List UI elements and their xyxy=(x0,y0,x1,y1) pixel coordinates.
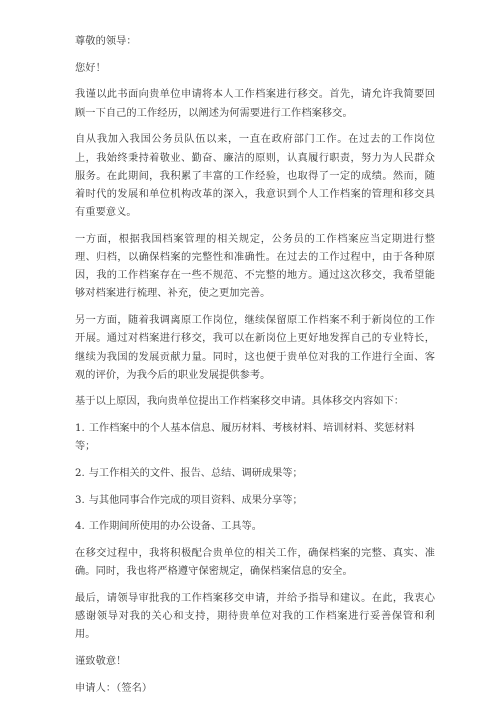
greeting: 您好！ xyxy=(75,62,106,74)
list-item-number: 4. xyxy=(75,521,85,533)
list-item xyxy=(75,518,435,536)
paragraph-intro: 我谨以此书面向贵单位申请将本人工作档案进行移交。首先，请允许我简要回顾一下自己的工作经历，以阐述为何需要进行工作档案移交。 xyxy=(75,89,435,119)
list-item xyxy=(75,465,435,483)
paragraph-reason-two: 另一方面，随着我调离原工作岗位，继续保留原工作档案不利于新岗位的工作开展。通过对档案进行移交，我可以在新岗位上更好地发挥自己的专业特长，继续为我国的发展贡献力量。同时，这也便于贵单位对我的工作进行全面、客观的评价，为我今后的职业发展提供参考。 xyxy=(75,315,435,381)
list-item-text: 与工作相关的文件、报告、总结、调研成果等； xyxy=(88,468,303,480)
paragraph-closing: 最后，请领导审批我的工作档案移交申请，并给予指导和建议。在此，我衷心感谢领导对我的关心和支持，期待贵单位对我的工作档案进行妥善保管和利用。 xyxy=(75,593,435,641)
paragraph-reason-one: 一方面，根据我国档案管理的相关规定，公务员的工作档案应当定期进行整理、归档，以确保档案的完整性和准确性。在过去的工作过程中，由于各种原因，我的工作档案存在一些不规范、不完整的地方。通过这次移交，我希望能够对档案进行梳理、补充，使之更加完善。 xyxy=(75,233,435,300)
list-item xyxy=(75,420,435,456)
regards: 谨致敬意！ xyxy=(75,656,127,668)
list-item-number: 2. xyxy=(75,468,85,480)
paragraph-cooperation: 在移交过程中，我将积极配合贵单位的相关工作，确保档案的完整、真实、准确。同时，我也将严格遵守保密规定，确保档案信息的安全。 xyxy=(75,548,435,578)
paragraph-request: 基于以上原因，我向贵单位提出工作档案移交申请。具体移交内容如下： xyxy=(75,396,405,408)
paragraph-background: 自从我加入我国公务员队伍以来，一直在政府部门工作。在过去的工作岗位上，我始终秉持着敬业、勤奋、廉洁的原则，认真履行职责，努力为人民群众服务。在此期间，我积累了丰富的工作经验，也取得了一定的成绩。然而，随着时代的发展和单位机构改革的深入，我意识到个人工作档案的管理和移交具有重要意义。 xyxy=(75,134,435,219)
list-item-number: 1. xyxy=(75,423,85,435)
list-item-text: 与其他同事合作完成的项目资料、成果分享等； xyxy=(88,494,303,506)
salutation: 尊敬的领导： xyxy=(75,36,137,47)
letter-body xyxy=(75,33,435,707)
signature-line: 申请人：（签名） xyxy=(75,682,153,694)
list-item xyxy=(75,492,435,510)
list-item-text: 工作档案中的个人基本信息、履历材料、考核材料、培训材料、奖惩材料等； xyxy=(75,423,415,453)
list-item-number: 3. xyxy=(75,494,85,506)
list-item-text: 工作期间所使用的办公设备、工具等。 xyxy=(88,521,262,533)
